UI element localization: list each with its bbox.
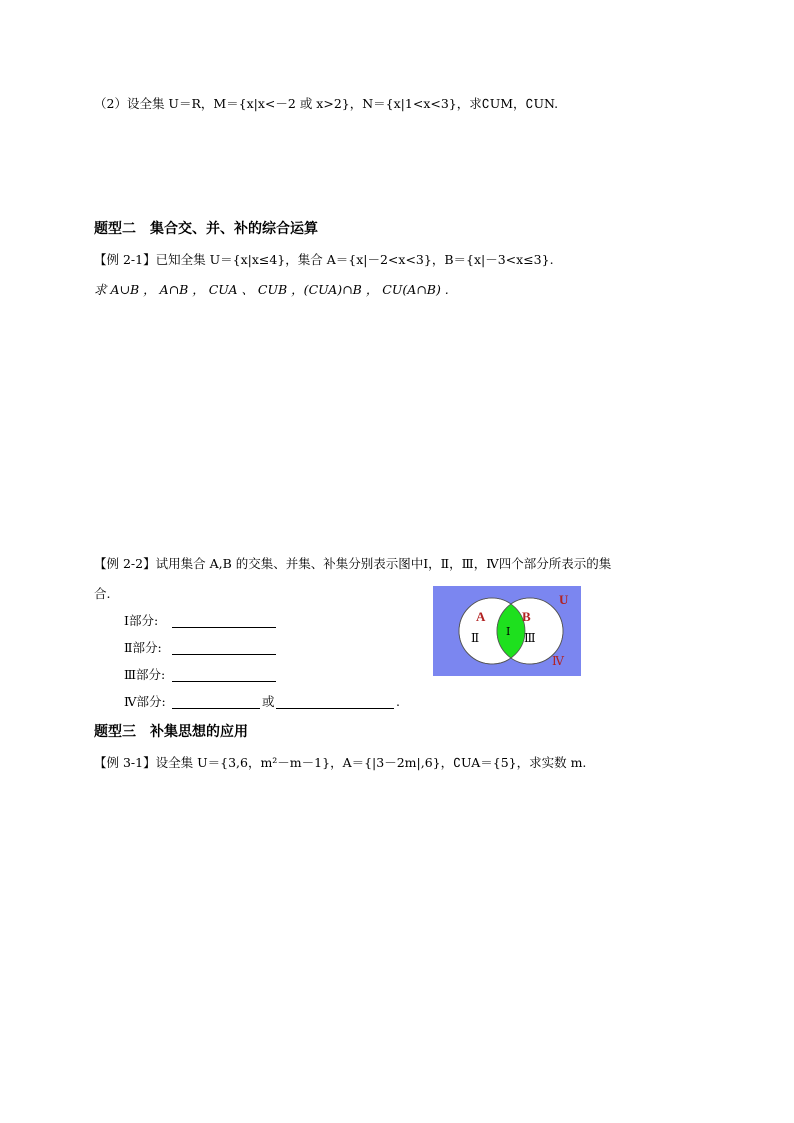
- part-4-end: .: [396, 694, 400, 709]
- region-3-label: Ⅲ: [524, 631, 536, 645]
- section-2-number: 题型二: [94, 221, 136, 237]
- region-2-label: Ⅱ: [471, 631, 480, 645]
- part-3-label: Ⅲ部分:: [124, 667, 166, 682]
- section-2-title: 集合交、并、补的综合运算: [150, 221, 318, 237]
- section-3-number: 题型三: [94, 724, 136, 740]
- part-1-label: Ⅰ部分:: [124, 613, 159, 628]
- part-4-label: Ⅳ部分:: [124, 694, 166, 709]
- example-2-1-line1: 【例 2-1】已知全集 U＝{x|x≤4}，集合 A＝{x|－2<x<3}，B＝{x|－3<x≤3}.: [94, 252, 554, 267]
- part-4-or: 或: [262, 694, 275, 709]
- example-2-2-line1: 【例 2-2】试用集合 A,B 的交集、并集、补集分别表示图中Ⅰ，Ⅱ，Ⅲ，Ⅳ四个部分所表示的集: [94, 556, 612, 571]
- section-3-title: 补集思想的应用: [150, 724, 248, 740]
- label-b: B: [522, 609, 531, 624]
- example-3-1-text: 【例 3-1】设全集 U＝{3,6，m²－m－1}，A＝{|3－2m|,6}，∁UA＝{5}，求实数 m.: [94, 755, 587, 770]
- section-2-heading: [94, 220, 318, 238]
- region-1-label: Ⅰ: [506, 625, 511, 638]
- part-2-label: Ⅱ部分:: [124, 640, 162, 655]
- section-3-heading: [94, 723, 248, 741]
- example-2-2-line2: 合.: [94, 586, 111, 601]
- part-3-blank[interactable]: [172, 681, 276, 682]
- label-u: U: [559, 592, 569, 607]
- example-2-1-line2: 求 A∪B ， A∩B ， CUA 、 CUB ，(CUA)∩B ， CU(A∩B) .: [94, 282, 449, 297]
- part-2-blank[interactable]: [172, 654, 276, 655]
- problem-2-text: （2）设全集 U＝R，M＝{x|x<－2 或 x>2}，N＝{x|1<x<3}，求∁UM，∁UN.: [94, 96, 559, 111]
- label-a: A: [476, 609, 486, 624]
- part-4-blank-a[interactable]: [172, 708, 260, 709]
- part-1-blank[interactable]: [172, 627, 276, 628]
- venn-diagram: [430, 583, 584, 679]
- region-4-label: Ⅳ: [552, 654, 564, 668]
- part-4-blank-b[interactable]: [276, 708, 394, 709]
